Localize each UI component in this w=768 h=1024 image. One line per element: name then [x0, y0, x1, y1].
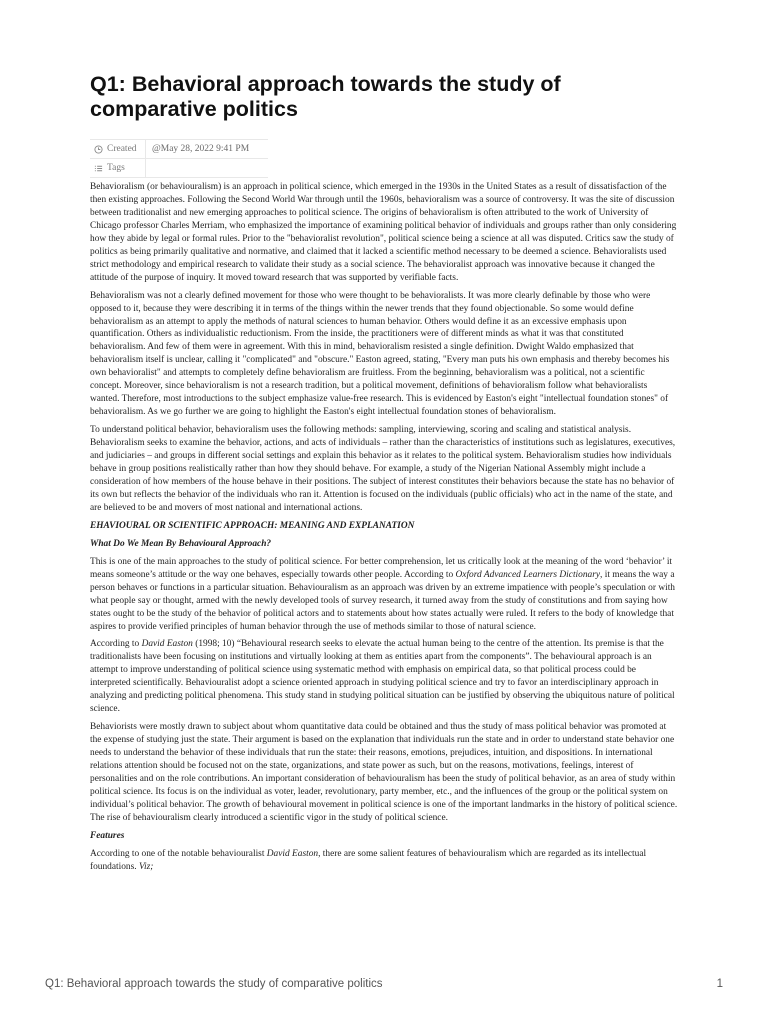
- page-number: 1: [716, 978, 723, 990]
- paragraph-2: Behavioralism was not a clearly defined movement for those who were thought to be behavioralists. It was more clearly definable by those who were opposed to it, because they were describing it in terms of the things within the newer trends that they found objectionable. So some would define behavioralism as an attempt to apply the methods of natural sciences to human behavior. Others would define it as an excessive emphasis upon quantification. Others as individualistic reductionism. From the inside, the practitioners were of different minds as what it was that constituted behavioralism. And few of them were in agreement. With this in mind, behavioralism resisted a single definition. Dwight Waldo emphasized that behavioralism itself is unclear, calling it "complicated" and "obscure." Easton agreed, stating, "Every man puts his own emphasis and thereby becomes his own behavioralist" and attempts to completely define behavioralism are fruitless. From the beginning, behavioralism was a political, not a scientific concept. Moreover, since behavioralism is not a research tradition, but a political movement, definitions of behavioralism follow what behavioralists wanted. Therefore, most introductions to the subject emphasize value-free research. This is evidenced by Easton's eight "intellectual foundation stones" of behavioralism. As we go further we are going to highlight the Easton's eight intellectual foundation stones of behavioralism.: [90, 290, 670, 418]
- list-icon: [94, 164, 103, 173]
- paragraph-4-citation: Oxford Advanced Learners Dictionary: [455, 569, 601, 580]
- subheading-behavioural-approach: What Do We Mean By Behavioural Approach?: [90, 538, 272, 549]
- created-value[interactable]: @May 28, 2022 9:41 PM: [152, 144, 250, 154]
- property-name-created: [90, 140, 146, 158]
- page-title: Q1: Behavioral approach towards the study of comparative politics: [90, 72, 561, 121]
- footer-title: Q1: Behavioral approach towards the study of comparative politics: [45, 978, 383, 990]
- properties-table: [90, 139, 268, 178]
- paragraph-7-viz: Viz;: [138, 861, 154, 872]
- property-row-created: [90, 140, 268, 159]
- paragraph-4: [90, 556, 678, 634]
- tags-label: Tags: [107, 163, 125, 173]
- paragraph-4-text-b: , it means the way a person behaves or functions in a particular situation. Behaviouralism as an approach was driven by an extreme impatience with people’s speculation or with what people say or thought, armed with the newly developed tools of survey research, it turned away from the study of constitutions and from saying how states ought to be the study of the behavior of political actors and to statements about how states actually were ruled. It refers to the body of knowledge that aspires to provide verified principles of human behavior through the use of methods similar to those of natural science.: [90, 569, 675, 632]
- paragraph-5-text-a: According to: [90, 639, 142, 650]
- clock-icon: [94, 145, 103, 154]
- paragraph-7-text-a: According to one of the notable behaviouralist: [90, 848, 267, 859]
- subheading-features: Features: [90, 830, 125, 841]
- paragraph-5-citation: David Easton: [141, 639, 193, 650]
- paragraph-7-citation: David Easton: [266, 848, 319, 859]
- property-row-tags: [90, 159, 268, 178]
- paragraph-5-text-b: (1998; 10) “Behavioural research seeks to elevate the actual human being to the centre of the attention. Its premise is that the traditionalists have been focusing on institutions and virtually looking at them as entities apart from the components”. The behavioural approach is an attempt to improve understanding of political science using systematic method with emphasis on empirical data, so that political process could be interpreted scientifically. Behaviouralist adopt a science oriented approach in studying political science and try to favor an interdisciplinary approach in analyzing and predicting political phenomena. This study stand in studying political situation can be justified by observing the ubiquitous nature of political science.: [90, 639, 675, 715]
- paragraph-7: [90, 848, 678, 874]
- paragraph-5: [90, 638, 678, 716]
- paragraph-4-text-a: This is one of the main approaches to the study of political science. For better comprehension, let us critically look at the meaning of the word ‘behavior’ it means someone’s attitude or the way one behaves, especially towards other people. According to: [90, 556, 673, 580]
- section-heading-approach: EHAVIOURAL OR SCIENTIFIC APPROACH: MEANING AND EXPLANATION: [90, 520, 415, 531]
- paragraph-3: To understand political behavior, behavioralism uses the following methods: sampling, interviewing, scoring and scaling and statistical analysis. Behavioralism seeks to examine the behavior, actions, and acts of individuals – rather than the characteristics of institutions such as legislatures, executives, and judiciaries – and groups in different social settings and explain this behavior as it relates to the political system. Behavioralism studies how individuals behave in group positions realistically rather than how they should behave. For example, a study of the Nigerian National Assembly might include a consideration of how members of the house behave in their positions. The subject of interest constitutes their behaviors because the state has no behavior of its own but reflects the behavior of the individuals who ran it. Attention is focused on the individuals (public officials) who act in the name of the state, and are believed to be and movers of most national and international actions.: [90, 425, 676, 513]
- created-label: Created: [107, 144, 137, 154]
- page-footer: [45, 978, 723, 990]
- paragraph-1: Behavioralism (or behaviouralism) is an approach in political science, which emerged in the 1930s in the United States as a result of dissatisfaction of the then existing approaches. Following the Second World War through until the 1960s, behavioralism was a source of controversy. It was the site of discussion between traditionalist and new emerging approaches to political science. The origins of behavioralism is often attributed to the work of University of Chicago professor Charles Merriam, who emphasized the importance of examining political behavior of individuals and groups rather than only considering how they abide by legal or formal rules. Prior to the "behavioralist revolution", political science being a science at all was disputed. Critics saw the study of politics as being primarily qualitative and normative, and claimed that it lacked a scientific method necessary to be deemed a science. Behavioralists used strict methodology and empirical research to validate their study as a social science. The behavioralist approach was innovative because it changed the attitude of the purpose of inquiry. It moved toward research that was supported by verifiable facts.: [90, 182, 677, 283]
- property-name-tags: [90, 159, 146, 177]
- paragraph-6: Behaviorists were mostly drawn to subject about whom quantitative data could be obtained and thus the study of mass political behavior was promoted at the expense of studying just the state. Their argument is based on the explanation that individuals run the state and in order to understand state behavior one needs to understand the behavior of these individuals that run the state: their reasons, emotions, prejudices, intuition, and dispositions. In international relations attention should be focused not on the state, organizations, and state power as such, but on the reasons, motivations, feelings, interest of personalities and on the role contributions. An important consideration of behaviouralism has been the study of political behavior, as an area of study within political science. Its focus is on the individual as voter, leader, revolutionary, party member, etc., and the influences of the group or the political system on individual’s political behavior. The growth of behavioural movement in political science is one of the important landmarks in the history of political science. The rise of behaviouralism clearly introduced a scientific vigor in the study of political science.: [90, 722, 678, 823]
- paragraph-7-text-b: , there are some salient features of behaviouralism which are regarded as its intellectual foundations.: [90, 848, 647, 872]
- document-body: [90, 181, 678, 879]
